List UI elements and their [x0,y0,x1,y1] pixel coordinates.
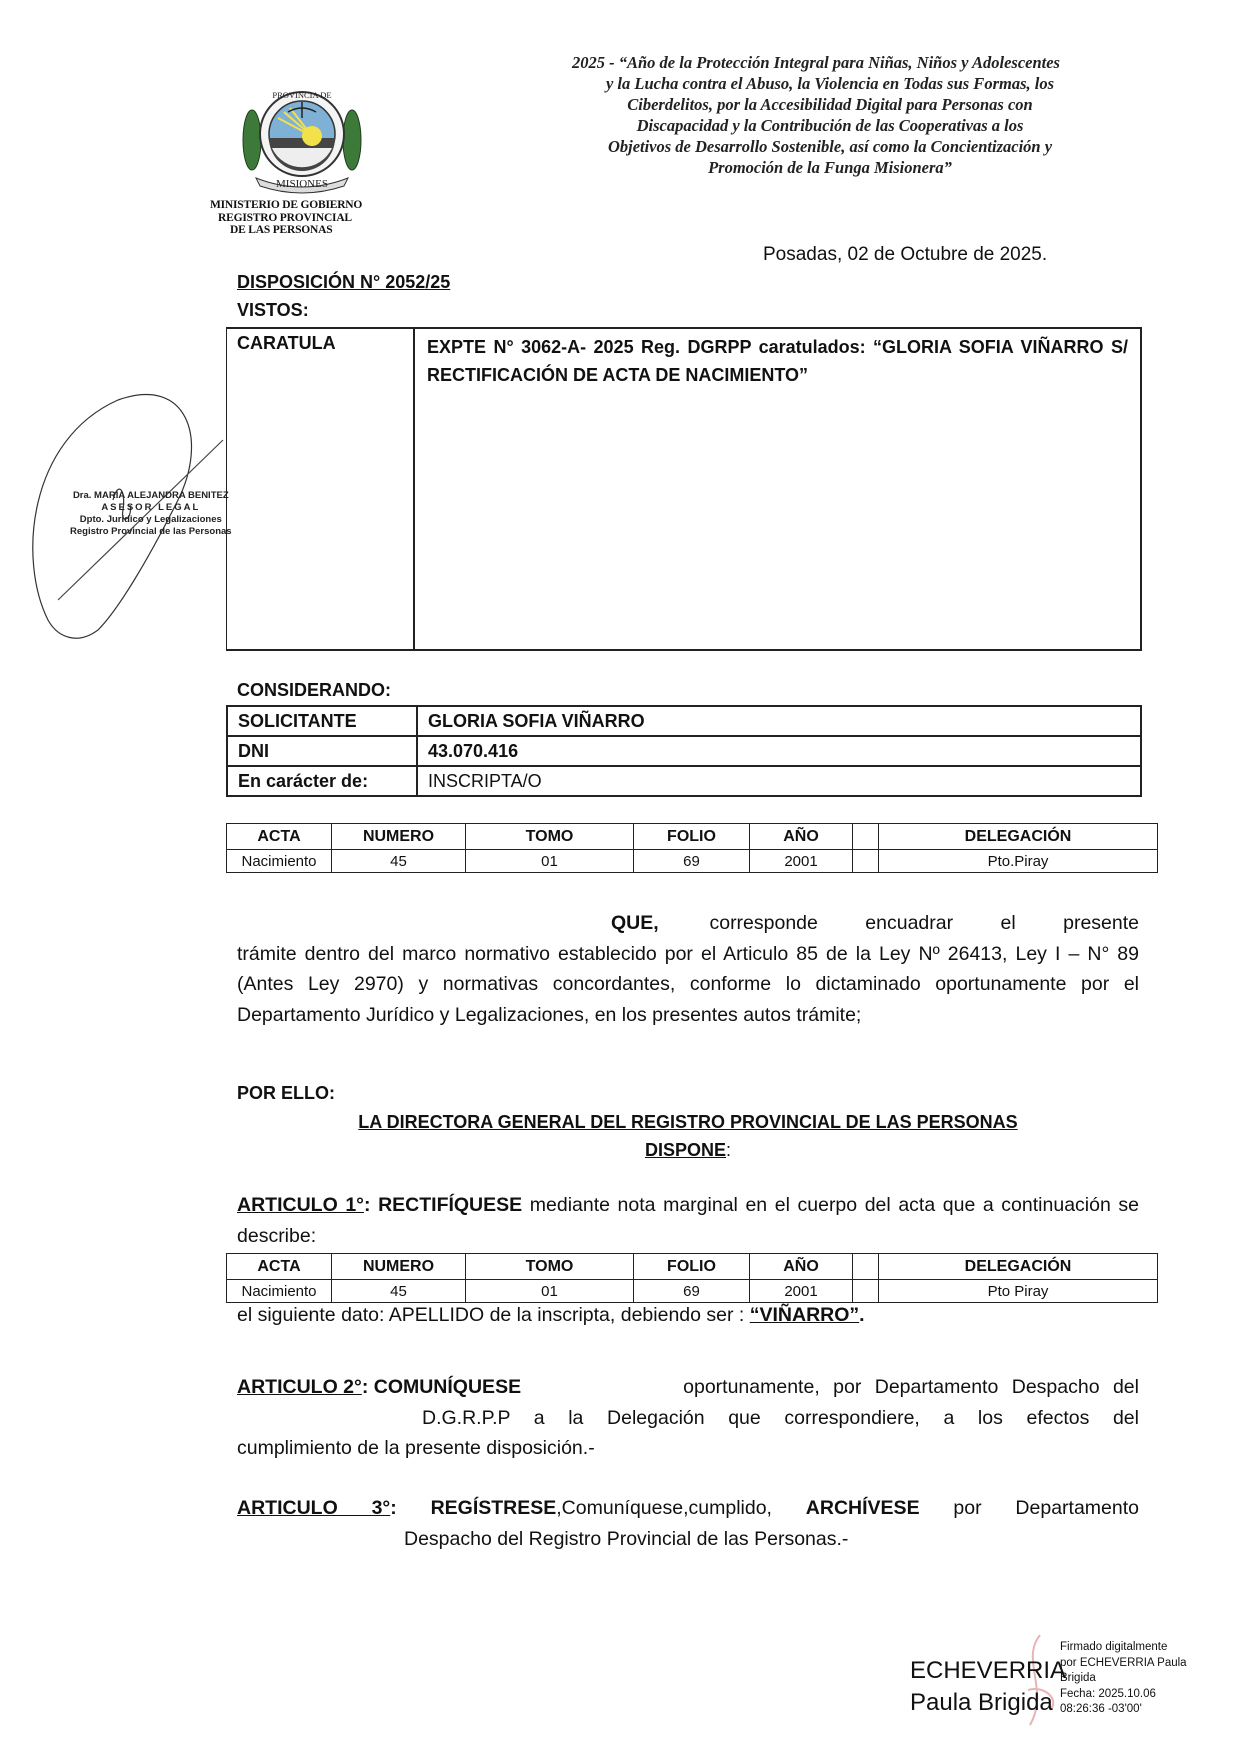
articulo-1-text: mediante nota marginal en el cuerpo del acta que a continuación se describe: [237,1194,1139,1247]
col-acta: ACTA [227,824,332,850]
stamp-line: ASESOR LEGAL [101,502,201,513]
dispone-text: DISPONE [644,1140,726,1160]
articulo-2-line3: cumplimiento de la presente disposición.- [237,1437,595,1459]
digital-signer-name [910,1655,1066,1719]
articulo-1-after [237,1300,1139,1331]
motto-line: 2025 - “Año de la Protección Integral para Niñas, Niños y Adolescentes [572,53,1060,72]
cell-tomo: 01 [466,1280,634,1303]
table-header-row [227,1254,1158,1280]
cell-blank [853,850,879,873]
articulo-1-colon: : [363,1194,371,1216]
motto-line: Promoción de la Funga Misionera” [708,158,952,177]
sig-info-line: Brigida [1060,1672,1096,1684]
col-anio: AÑO [750,1254,853,1280]
articulo-3-verb2: ARCHÍVESE [805,1497,920,1519]
dispone-colon: : [726,1140,732,1160]
col-delegacion: DELEGACIÓN [879,1254,1158,1280]
que-lead: QUE, [611,912,659,934]
por-ello-label: POR ELLO: [237,1083,335,1103]
articulo-1 [237,1190,1139,1251]
articulo-3-line1: por Departamento [919,1497,1139,1519]
articulo-3-colon: : [390,1497,397,1519]
motto-line: Discapacidad y la Contribución de las Cooperativas a los [636,116,1024,135]
col-blank [853,824,879,850]
que-body: trámite dentro del marco normativo establecido por el Articulo 85 de la Ley Nº 26413, Ley I – N° 89 (Antes Ley 2970) y normativas concordantes, conforme lo dictaminado oportunamente por el Departamento Jurídico y Legalizaciones, en los presentes autos trámite; [237,942,1139,1026]
col-delegacion: DELEGACIÓN [879,824,1158,850]
cell-delegacion: Pto.Piray [879,850,1158,873]
ministry-line: MINISTERIO DE GOBIERNO [210,199,363,211]
crest-text-top: PROVINCIA DE [272,90,332,100]
signer-given-names: Paula Brigida [910,1689,1053,1716]
stamp-line: Dpto. Jurídico y Legalizaciones [79,514,222,525]
corrected-surname: “VIÑARRO” [749,1304,860,1326]
col-folio: FOLIO [634,1254,750,1280]
que-paragraph [237,908,1139,1030]
motto-line: y la Lucha contra el Abuso, la Violencia en Todas sus Formas, los [605,74,1054,93]
col-acta: ACTA [227,1254,332,1280]
disposicion-title: DISPOSICIÓN N° 2052/25 [237,272,451,292]
sig-info-line: Fecha: 2025.10.06 [1060,1687,1156,1700]
col-numero: NUMERO [332,824,466,850]
caracter-label: En carácter de: [227,766,417,796]
provincia-misiones-crest [238,78,366,196]
signer-surname: ECHEVERRIA [910,1657,1067,1684]
articulo-2 [237,1372,1139,1464]
caracter-value: INSCRIPTA/O [417,766,1141,796]
table-row [227,736,1141,766]
que-first-line: corresponde encuadrar el presente [709,912,1139,934]
document-date: Posadas, 02 de Octubre de 2025. [763,244,1048,265]
laurel-right-icon [343,110,361,170]
table-header-row [227,824,1158,850]
digital-signature-info [1060,1640,1187,1718]
vistos-label: VISTOS: [237,300,309,320]
articulo-3-label: ARTICULO 3° [237,1497,391,1519]
cell-folio: 69 [634,850,750,873]
laurel-left-icon [243,110,261,170]
col-folio: FOLIO [634,824,750,850]
col-tomo: TOMO [466,1254,634,1280]
acta-table-2 [226,1253,1158,1303]
table-row [227,766,1141,796]
col-blank [853,1254,879,1280]
caratula-value: EXPTE N° 3062-A- 2025 Reg. DGRPP caratulados: “GLORIA SOFIA VIÑARRO S/ RECTIFICACIÓN DE ACTA DE NACIMIENTO” [427,337,1128,385]
articulo-1-label: ARTICULO 1° [237,1194,364,1216]
cell-acta: Nacimiento [227,850,332,873]
personas-line: DE LAS PERSONAS [230,224,333,236]
articulo-3-verb1: REGÍSTRESE [430,1497,557,1519]
col-tomo: TOMO [466,824,634,850]
cell-anio: 2001 [750,850,853,873]
directora-text: LA DIRECTORA GENERAL DEL REGISTRO PROVINCIAL DE LAS PERSONAS [358,1112,1018,1132]
stamp-line: Registro Provincial de las Personas [70,526,232,537]
articulo-2-verb: COMUNÍQUESE [373,1376,522,1398]
acta-table-1 [226,823,1158,873]
considerando-label: CONSIDERANDO: [237,680,392,700]
caratula-label: CARATULA [227,329,415,649]
articulo-3 [237,1493,1139,1554]
dni-value: 43.070.416 [417,736,1141,766]
cell-folio: 69 [634,1280,750,1303]
cell-acta: Nacimiento [227,1280,332,1303]
sig-info-line: Firmado digitalmente [1060,1641,1168,1653]
col-numero: NUMERO [332,1254,466,1280]
articulo-1-verb: RECTIFÍQUESE [378,1194,523,1216]
sig-info-line: por ECHEVERRIA Paula [1060,1656,1187,1669]
motto-line: Objetivos de Desarrollo Sostenible, así como la Concientización y [607,137,1053,156]
cell-tomo: 01 [466,850,634,873]
registry-line: REGISTRO PROVINCIAL [218,211,352,224]
articulo-2-colon: : [361,1376,369,1398]
articulo-2-line1: oportunamente, por Departamento Despacho del [683,1376,1139,1398]
articulo-2-label: ARTICULO 2° [237,1376,362,1398]
table-row [227,850,1158,873]
dni-label: DNI [227,736,417,766]
sig-info-line: 08:26:36 -03'00' [1060,1703,1142,1715]
ministry-block [210,199,362,237]
solicitante-label: SOLICITANTE [227,706,417,736]
solicitante-table [226,705,1142,797]
year-motto [510,52,1122,178]
solicitante-value: GLORIA SOFIA VIÑARRO [417,706,1141,736]
col-anio: AÑO [750,824,853,850]
articulo-2-line2: D.G.R.P.P a la Delegación que correspondiere, a los efectos del [422,1406,1139,1429]
dispone-line [237,1136,1139,1164]
articulo-1-end: . [859,1304,865,1326]
directora-line [237,1108,1139,1136]
articulo-3-mid: ,Comuníquese,cumplido, [556,1497,806,1519]
cell-delegacion: Pto Piray [879,1280,1158,1303]
stamp-line: Dra. MARIA ALEJANDRA BENITEZ [72,490,229,501]
cell-anio: 2001 [750,1280,853,1303]
motto-line: Ciberdelitos, por la Accesibilidad Digital para Personas con [627,95,1033,114]
articulo-3-line2: Despacho del Registro Provincial de las Personas.- [404,1527,849,1550]
articulo-1-after-text: el siguiente dato: APELLIDO de la inscripta, debiendo ser : [237,1304,750,1326]
caratula-table [226,327,1142,651]
legal-advisor-stamp [70,490,232,538]
crest-text-bottom: MISIONES [276,178,328,190]
cell-numero: 45 [332,1280,466,1303]
cell-numero: 45 [332,850,466,873]
table-row [227,706,1141,736]
